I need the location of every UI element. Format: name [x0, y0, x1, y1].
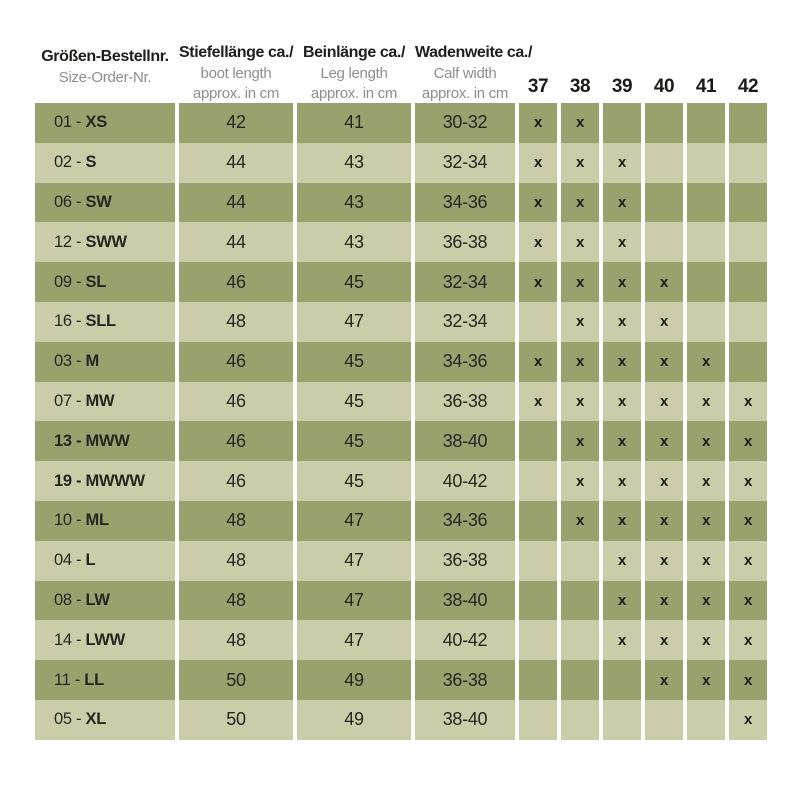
size-chart: [35, 30, 767, 740]
order-number: 10 -: [54, 511, 86, 530]
header-size-37: 37: [527, 76, 549, 97]
calf-width-cell: 40-42: [415, 620, 515, 660]
size-order-cell: [35, 382, 175, 422]
calf-width-cell: 34-36: [415, 183, 515, 223]
leg-length-cell: 47: [297, 541, 411, 581]
header-boot-length: [179, 43, 293, 103]
size-code: LL: [84, 670, 104, 689]
header-size-order-en: Size-Order-Nr.: [58, 68, 152, 86]
size-order-cell: [35, 183, 175, 223]
availability-cell-size-40: x: [645, 262, 683, 302]
header-size-41: 41: [695, 76, 717, 97]
leg-length-cell: 43: [297, 183, 411, 223]
boot-length-cell: 46: [179, 342, 293, 382]
availability-cell-size-39: x: [603, 222, 641, 262]
availability-cell-size-42: x: [729, 660, 767, 700]
availability-cell-size-39: [603, 103, 641, 143]
availability-cell-size-41: x: [687, 382, 725, 422]
order-number: 01 -: [54, 113, 86, 132]
availability-cell-size-38: [561, 581, 599, 621]
calf-width-cell: 34-36: [415, 501, 515, 541]
availability-cell-size-39: x: [603, 183, 641, 223]
availability-cell-size-38: x: [561, 421, 599, 461]
order-number: 14 -: [54, 630, 86, 649]
size-code: SL: [85, 272, 107, 291]
availability-cell-size-38: x: [561, 262, 599, 302]
availability-cell-size-40: x: [645, 421, 683, 461]
size-order-cell: [35, 581, 175, 621]
availability-cell-size-42: x: [729, 461, 767, 501]
table-row: [35, 461, 767, 501]
availability-cell-size-38: [561, 620, 599, 660]
availability-cell-size-40: x: [645, 342, 683, 382]
boot-length-cell: 46: [179, 461, 293, 501]
table-row: [35, 382, 767, 422]
calf-width-cell: 36-38: [415, 222, 515, 262]
availability-cell-size-37: [519, 302, 557, 342]
availability-cell-size-37: x: [519, 342, 557, 382]
calf-width-cell: 34-36: [415, 342, 515, 382]
availability-cell-size-42: x: [729, 700, 767, 740]
size-order-cell: [35, 103, 175, 143]
availability-cell-size-40: [645, 183, 683, 223]
table-row: [35, 700, 767, 740]
availability-cell-size-37: [519, 581, 557, 621]
size-code: MW: [85, 391, 115, 410]
size-code: SWW: [85, 232, 127, 251]
boot-length-cell: 42: [179, 103, 293, 143]
availability-cell-size-38: x: [561, 143, 599, 183]
availability-cell-size-39: x: [603, 461, 641, 501]
availability-cell-size-40: x: [645, 660, 683, 700]
table-row: [35, 262, 767, 302]
order-number: 08 -: [54, 590, 86, 609]
availability-cell-size-41: x: [687, 581, 725, 621]
availability-cell-size-42: x: [729, 382, 767, 422]
availability-cell-size-42: x: [729, 620, 767, 660]
size-code: LW: [85, 590, 110, 609]
availability-cell-size-38: x: [561, 461, 599, 501]
order-number: 19 -: [54, 471, 86, 490]
availability-cell-size-38: x: [561, 103, 599, 143]
availability-cell-size-37: x: [519, 222, 557, 262]
size-code: SW: [85, 192, 112, 211]
order-number: 03 -: [54, 352, 86, 371]
boot-length-cell: 48: [179, 302, 293, 342]
availability-cell-size-40: x: [645, 581, 683, 621]
size-order-cell: [35, 660, 175, 700]
boot-length-cell: 44: [179, 183, 293, 223]
availability-cell-size-39: x: [603, 262, 641, 302]
leg-length-cell: 49: [297, 700, 411, 740]
size-order-cell: [35, 421, 175, 461]
table-row: [35, 143, 767, 183]
availability-cell-size-37: [519, 620, 557, 660]
header-calf-width-unit: approx. in cm: [421, 84, 509, 102]
size-code: MWWW: [85, 471, 145, 490]
order-number: 04 -: [54, 551, 86, 570]
leg-length-cell: 49: [297, 660, 411, 700]
availability-cell-size-37: x: [519, 143, 557, 183]
leg-length-cell: 43: [297, 143, 411, 183]
availability-cell-size-39: x: [603, 501, 641, 541]
table-row: [35, 342, 767, 382]
boot-length-cell: 46: [179, 421, 293, 461]
table-body: [35, 103, 767, 740]
order-number: 12 -: [54, 232, 86, 251]
availability-cell-size-38: x: [561, 222, 599, 262]
availability-cell-size-41: [687, 103, 725, 143]
availability-cell-size-40: x: [645, 501, 683, 541]
availability-cell-size-37: x: [519, 382, 557, 422]
calf-width-cell: 36-38: [415, 382, 515, 422]
availability-cell-size-38: x: [561, 342, 599, 382]
header-leg-length-unit: approx. in cm: [310, 84, 398, 102]
calf-width-cell: 38-40: [415, 700, 515, 740]
availability-cell-size-41: [687, 302, 725, 342]
availability-cell-size-41: x: [687, 501, 725, 541]
leg-length-cell: 43: [297, 222, 411, 262]
availability-cell-size-41: x: [687, 421, 725, 461]
availability-cell-size-41: [687, 143, 725, 183]
availability-cell-size-37: x: [519, 262, 557, 302]
boot-length-cell: 48: [179, 620, 293, 660]
header-boot-length-unit: approx. in cm: [192, 84, 280, 102]
availability-cell-size-42: [729, 222, 767, 262]
size-order-cell: [35, 461, 175, 501]
size-order-cell: [35, 262, 175, 302]
availability-cell-size-40: x: [645, 620, 683, 660]
leg-length-cell: 45: [297, 461, 411, 501]
table-row: [35, 501, 767, 541]
availability-cell-size-38: x: [561, 183, 599, 223]
availability-cell-size-41: x: [687, 660, 725, 700]
availability-cell-size-42: [729, 143, 767, 183]
availability-cell-size-39: x: [603, 302, 641, 342]
size-code: XS: [85, 113, 107, 132]
availability-cell-size-42: [729, 103, 767, 143]
leg-length-cell: 45: [297, 262, 411, 302]
availability-cell-size-37: x: [519, 183, 557, 223]
availability-cell-size-39: x: [603, 541, 641, 581]
availability-cell-size-39: x: [603, 421, 641, 461]
availability-cell-size-40: [645, 143, 683, 183]
order-number: 16 -: [54, 312, 86, 331]
size-order-cell: [35, 143, 175, 183]
header-leg-length-en: Leg length: [320, 65, 388, 82]
calf-width-cell: 32-34: [415, 302, 515, 342]
availability-cell-size-39: [603, 660, 641, 700]
boot-length-cell: 46: [179, 262, 293, 302]
size-code: LWW: [85, 630, 125, 649]
availability-cell-size-41: [687, 222, 725, 262]
header-size-38: 38: [569, 76, 591, 97]
boot-length-cell: 50: [179, 700, 293, 740]
availability-cell-size-41: [687, 700, 725, 740]
availability-cell-size-37: [519, 421, 557, 461]
availability-cell-size-41: x: [687, 620, 725, 660]
order-number: 07 -: [54, 391, 86, 410]
boot-length-cell: 46: [179, 382, 293, 422]
header-size-order-de: Größen-Bestellnr.: [41, 47, 169, 65]
leg-length-cell: 41: [297, 103, 411, 143]
leg-length-cell: 47: [297, 501, 411, 541]
availability-cell-size-37: [519, 541, 557, 581]
boot-length-cell: 50: [179, 660, 293, 700]
calf-width-cell: 38-40: [415, 581, 515, 621]
size-code: L: [85, 551, 96, 570]
table-row: [35, 302, 767, 342]
availability-cell-size-39: x: [603, 620, 641, 660]
size-code: ML: [85, 511, 109, 530]
availability-cell-size-37: x: [519, 103, 557, 143]
availability-cell-size-40: x: [645, 382, 683, 422]
availability-cell-size-38: [561, 660, 599, 700]
leg-length-cell: 45: [297, 342, 411, 382]
header-boot-length-de: Stiefellänge ca./: [179, 44, 294, 62]
calf-width-cell: 30-32: [415, 103, 515, 143]
calf-width-cell: 32-34: [415, 143, 515, 183]
availability-cell-size-37: [519, 501, 557, 541]
size-order-cell: [35, 541, 175, 581]
availability-cell-size-42: x: [729, 541, 767, 581]
availability-cell-size-39: x: [603, 342, 641, 382]
size-code: XL: [85, 710, 107, 729]
boot-length-cell: 44: [179, 222, 293, 262]
order-number: 02 -: [54, 153, 86, 172]
calf-width-cell: 40-42: [415, 461, 515, 501]
availability-cell-size-41: x: [687, 342, 725, 382]
header-calf-width-en: Calf width: [433, 65, 497, 82]
availability-cell-size-42: [729, 262, 767, 302]
availability-cell-size-39: x: [603, 143, 641, 183]
boot-length-cell: 48: [179, 541, 293, 581]
order-number: 06 -: [54, 192, 86, 211]
calf-width-cell: 38-40: [415, 421, 515, 461]
leg-length-cell: 47: [297, 581, 411, 621]
availability-cell-size-37: [519, 660, 557, 700]
order-number: 13 -: [54, 431, 86, 450]
table-row: [35, 183, 767, 223]
size-code: SLL: [85, 312, 116, 331]
table-row: [35, 103, 767, 143]
calf-width-cell: 32-34: [415, 262, 515, 302]
leg-length-cell: 45: [297, 421, 411, 461]
availability-cell-size-40: [645, 103, 683, 143]
availability-cell-size-38: [561, 700, 599, 740]
size-order-cell: [35, 342, 175, 382]
header-leg-length: [297, 43, 411, 103]
header-leg-length-de: Beinlänge ca./: [303, 44, 405, 62]
table-row: [35, 581, 767, 621]
boot-length-cell: 48: [179, 581, 293, 621]
leg-length-cell: 45: [297, 382, 411, 422]
size-order-cell: [35, 620, 175, 660]
size-order-cell: [35, 700, 175, 740]
table-row: [35, 620, 767, 660]
availability-cell-size-38: x: [561, 501, 599, 541]
availability-cell-size-40: [645, 700, 683, 740]
table-row: [35, 222, 767, 262]
header-calf-width-de: Wadenweite ca./: [415, 44, 533, 62]
table-row: [35, 660, 767, 700]
availability-cell-size-42: x: [729, 581, 767, 621]
availability-cell-size-38: [561, 541, 599, 581]
header-size-42: 42: [737, 76, 759, 97]
size-order-cell: [35, 501, 175, 541]
size-code: M: [85, 352, 99, 371]
availability-cell-size-40: x: [645, 302, 683, 342]
order-number: 09 -: [54, 272, 86, 291]
table-header: [35, 30, 767, 103]
size-order-cell: [35, 222, 175, 262]
availability-cell-size-39: [603, 700, 641, 740]
availability-cell-size-38: x: [561, 302, 599, 342]
header-boot-length-en: boot length: [200, 65, 272, 82]
size-code: S: [85, 153, 97, 172]
availability-cell-size-41: x: [687, 541, 725, 581]
header-calf-width: [415, 43, 533, 103]
boot-length-cell: 48: [179, 501, 293, 541]
availability-cell-size-42: x: [729, 421, 767, 461]
availability-cell-size-38: x: [561, 382, 599, 422]
table-row: [35, 421, 767, 461]
leg-length-cell: 47: [297, 302, 411, 342]
calf-width-cell: 36-38: [415, 541, 515, 581]
availability-cell-size-42: x: [729, 501, 767, 541]
table-row: [35, 541, 767, 581]
availability-cell-size-37: [519, 461, 557, 501]
boot-length-cell: 44: [179, 143, 293, 183]
order-number: 11 -: [54, 670, 85, 689]
availability-cell-size-39: x: [603, 382, 641, 422]
availability-cell-size-41: [687, 183, 725, 223]
availability-cell-size-41: x: [687, 461, 725, 501]
header-size-39: 39: [611, 76, 633, 97]
header-size-40: 40: [653, 76, 675, 97]
size-code: MWW: [85, 431, 130, 450]
availability-cell-size-42: [729, 183, 767, 223]
availability-cell-size-37: [519, 700, 557, 740]
availability-cell-size-42: [729, 302, 767, 342]
size-order-cell: [35, 302, 175, 342]
availability-cell-size-42: [729, 342, 767, 382]
calf-width-cell: 36-38: [415, 660, 515, 700]
availability-cell-size-40: [645, 222, 683, 262]
leg-length-cell: 47: [297, 620, 411, 660]
availability-cell-size-39: x: [603, 581, 641, 621]
availability-cell-size-40: x: [645, 461, 683, 501]
order-number: 05 -: [54, 710, 86, 729]
availability-cell-size-40: x: [645, 541, 683, 581]
availability-cell-size-41: [687, 262, 725, 302]
header-size-order-nr: [35, 47, 175, 103]
